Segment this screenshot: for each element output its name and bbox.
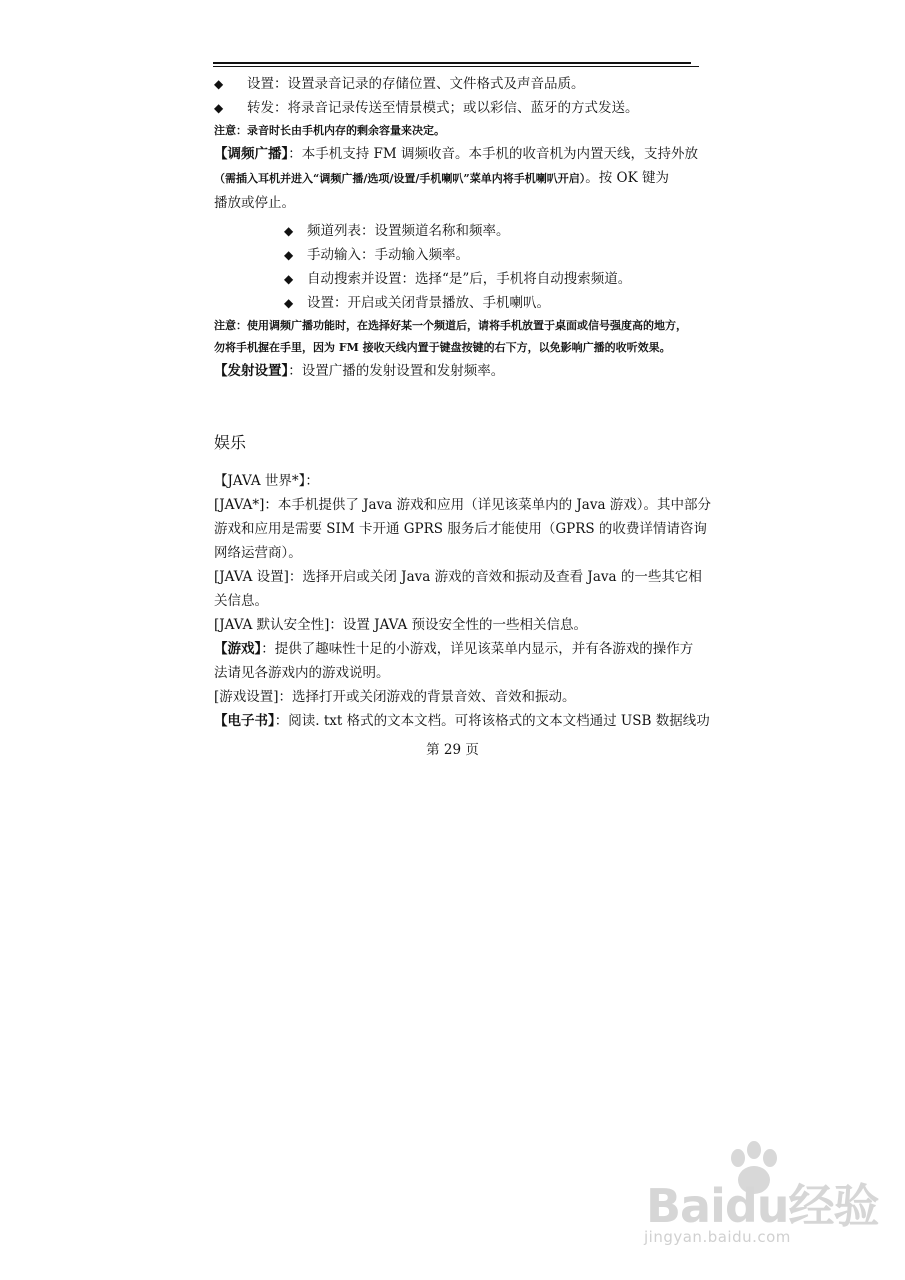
ebook-line: 【电子书】：阅读. txt 格式的文本文档。可将该格式的文本文档通过 USB 数据线功 xyxy=(214,713,710,729)
java-world-label: 【JAVA 世界*】 xyxy=(214,473,306,489)
watermark-logo-text: Baidu经验 xyxy=(646,1179,879,1233)
transmit-settings-line: 【发射设置】：设置广播的发射设置和发射频率。 xyxy=(214,363,505,379)
header-rule-thin xyxy=(213,66,699,67)
java-desc-line3: 网络运营商）。 xyxy=(214,545,302,561)
fm-speaker-instruction: （需插入耳机并进入“调频广播/选项/设置/手机喇叭”菜单内将手机喇叭开启） xyxy=(214,172,586,185)
diamond-bullet-icon: ◆ xyxy=(284,296,294,310)
java-world-label-line: 【JAVA 世界*】： xyxy=(214,473,319,489)
fm-bullet-auto-search: ◆ 自动搜索并设置：选择“是”后，手机将自动搜索频道。 xyxy=(214,267,704,291)
baidu-watermark xyxy=(640,1140,880,1250)
diamond-bullet-icon: ◆ xyxy=(284,248,294,262)
ebook-section-label: 【电子书】 xyxy=(214,713,275,729)
java-settings-line2: 关信息。 xyxy=(214,593,268,609)
transmit-section-label: 【发射设置】 xyxy=(214,363,289,379)
java-settings-line1: [JAVA 设置]：选择开启或关闭 Java 游戏的音效和振动及查看 Java 的一些其它相 xyxy=(214,569,702,585)
watermark-url: jingyan.baidu.com xyxy=(644,1228,791,1246)
games-line1: 【游戏】：提供了趣味性十足的小游戏，详见该菜单内显示，并有各游戏的操作方 xyxy=(214,641,694,657)
games-section-label: 【游戏】 xyxy=(214,641,262,657)
fm-bullet-channel-list: ◆ 频道列表：设置频道名称和频率。 xyxy=(214,219,704,243)
section-heading-entertainment: 娱乐 xyxy=(214,433,247,452)
note-fm-usage-line1: 注意：使用调频广播功能时，在选择好某一个频道后，请将手机放置于桌面或信号强度高的地方， xyxy=(214,319,687,332)
diamond-bullet-icon: ◆ xyxy=(214,77,224,91)
note-fm-usage-line2: 勿将手机握在手里，因为 FM 接收天线内置于键盘按键的右下方，以免影响广播的收听效果。 xyxy=(214,341,671,354)
diamond-bullet-icon: ◆ xyxy=(284,272,294,286)
game-settings-line: [游戏设置]：选择打开或关闭游戏的背景音效、音效和振动。 xyxy=(214,689,576,705)
fm-intro-line3: 播放或停止。 xyxy=(214,195,295,211)
diamond-bullet-icon: ◆ xyxy=(284,224,294,238)
java-desc-line2: 游戏和应用是需要 SIM 卡开通 GPRS 服务后才能使用（GPRS 的收费详情请咨询 xyxy=(214,521,707,537)
fm-section-label: 【调频广播】 xyxy=(214,146,289,162)
page-number: 第 29 页 xyxy=(426,742,479,758)
bullet-item-forward: ◆ 转发：将录音记录传送至情景模式；或以彩信、蓝牙的方式发送。 xyxy=(214,96,704,120)
page-body xyxy=(214,72,712,733)
bullet-item-settings: ◆ 设置：设置录音记录的存储位置、文件格式及声音品质。 xyxy=(214,72,704,96)
java-security-line: [JAVA 默认安全性]：设置 JAVA 预设安全性的一些相关信息。 xyxy=(214,617,588,633)
header-rule-thick xyxy=(213,62,691,64)
games-line2: 法请见各游戏内的游戏说明。 xyxy=(214,665,390,681)
fm-intro-line2: （需插入耳机并进入“调频广播/选项/设置/手机喇叭”菜单内将手机喇叭开启）。按 OK 键为 xyxy=(214,170,669,186)
diamond-bullet-icon: ◆ xyxy=(214,101,224,115)
fm-intro-line1: 【调频广播】：本手机支持 FM 调频收音。本手机的收音机为内置天线，支持外放 xyxy=(214,146,699,162)
note-recording-duration: 注意：录音时长由手机内存的剩余容量来决定。 xyxy=(214,124,445,137)
fm-bullet-manual-input: ◆ 手动输入：手动输入频率。 xyxy=(214,243,704,267)
fm-bullet-settings: ◆ 设置：开启或关闭背景播放、手机喇叭。 xyxy=(214,291,704,315)
java-desc-line1: [JAVA*]：本手机提供了 Java 游戏和应用（详见该菜单内的 Java 游戏）。其中部分 xyxy=(214,497,712,513)
